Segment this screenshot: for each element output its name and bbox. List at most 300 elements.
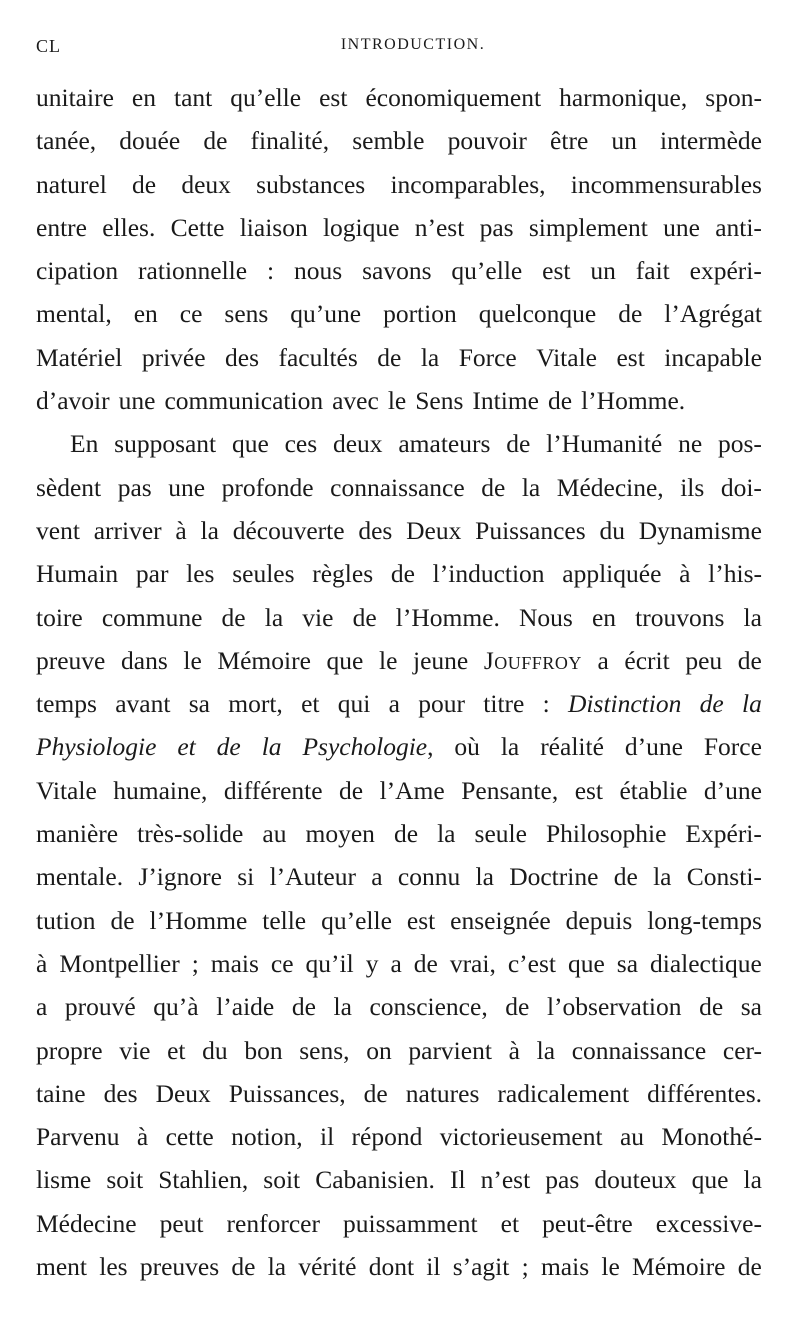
- word: nous: [294, 256, 343, 286]
- word: l’observation: [546, 992, 682, 1022]
- text-line: [36, 163, 762, 206]
- word: la: [653, 862, 672, 892]
- word: de: [132, 169, 157, 199]
- text-line: [36, 1029, 762, 1072]
- word: cipation: [36, 256, 119, 286]
- word: qu’à: [153, 992, 199, 1022]
- word: mort,: [228, 689, 283, 719]
- word: et: [167, 1035, 186, 1065]
- word: peut-être: [542, 1208, 633, 1238]
- word: Pensante,: [461, 775, 559, 805]
- word: arriver: [93, 515, 162, 545]
- word: la: [200, 515, 219, 545]
- word: au: [619, 1122, 645, 1152]
- word: savons: [362, 256, 432, 286]
- word: Cette: [170, 212, 225, 242]
- word: mental,: [36, 299, 112, 329]
- word: au: [262, 819, 287, 849]
- word: le: [387, 386, 407, 416]
- word: peut: [159, 1208, 204, 1238]
- word: en: [131, 83, 156, 112]
- word: rationnelle: [138, 256, 248, 286]
- word: un: [590, 256, 616, 286]
- word: sèdent: [36, 472, 102, 502]
- text-line: [36, 1202, 762, 1245]
- word: seules: [232, 559, 295, 589]
- word: logique: [322, 212, 400, 242]
- word: et: [301, 689, 320, 719]
- word: Parvenu: [36, 1122, 120, 1152]
- word: substances: [256, 169, 366, 199]
- word: amateurs: [398, 429, 491, 459]
- word: Stahlien,: [158, 1165, 249, 1195]
- word: et: [500, 1208, 520, 1238]
- word: harmonique,: [559, 83, 688, 112]
- word: de: [618, 299, 643, 329]
- word: :: [542, 689, 550, 719]
- word: de: [377, 342, 402, 372]
- word: que: [326, 645, 364, 675]
- word: la: [420, 342, 440, 372]
- text-line: [36, 942, 762, 985]
- word: ;: [191, 948, 199, 978]
- text-line: [36, 725, 762, 768]
- word: à: [679, 559, 691, 589]
- word: dans: [121, 645, 168, 675]
- word: du: [202, 1035, 228, 1065]
- word: deux: [181, 169, 231, 199]
- page-header: [36, 28, 760, 58]
- word: vrai,: [449, 948, 496, 978]
- word: très-solide: [137, 819, 244, 849]
- word: si: [237, 862, 255, 892]
- word: Physiologie: [36, 732, 157, 762]
- word: temps: [36, 689, 97, 719]
- text-line: [36, 76, 762, 119]
- word: taine: [36, 1078, 86, 1108]
- word: notion,: [231, 1122, 303, 1152]
- word: la: [333, 992, 352, 1022]
- word: n’est: [414, 212, 465, 242]
- word: de: [506, 429, 531, 459]
- word: :: [267, 256, 275, 286]
- word: liaison: [239, 212, 308, 242]
- word: est: [542, 256, 571, 286]
- word: est: [574, 775, 604, 805]
- word: réalité: [540, 732, 604, 762]
- word: Sens: [415, 386, 464, 416]
- word: trouvons: [635, 602, 725, 632]
- word: facultés: [278, 342, 358, 372]
- text-line: [36, 682, 762, 725]
- word: répond: [351, 1122, 423, 1152]
- word: l’Homme.: [395, 602, 500, 632]
- word: Humain: [36, 559, 119, 589]
- word: le: [183, 645, 202, 675]
- word: parvient: [408, 1035, 492, 1065]
- word: vent: [36, 515, 80, 545]
- word: y: [365, 948, 379, 978]
- word: incommensurables: [570, 169, 762, 199]
- word: douteux: [594, 1165, 677, 1195]
- text-line: [36, 812, 762, 855]
- word: à: [175, 515, 187, 545]
- word: économiquement: [365, 83, 542, 112]
- text-line: [36, 1158, 762, 1201]
- word: de: [548, 386, 573, 416]
- word: des: [358, 515, 393, 545]
- word: cer-: [722, 1035, 762, 1065]
- word: règles: [312, 559, 374, 589]
- word: différente: [223, 775, 323, 805]
- word: une: [118, 386, 156, 416]
- word: à: [136, 1122, 149, 1152]
- word: d’une: [703, 775, 762, 805]
- word: la: [521, 472, 541, 502]
- word: privée: [141, 342, 206, 372]
- text-line: [36, 985, 762, 1028]
- word: d’une: [624, 732, 683, 762]
- word: incapable: [664, 342, 762, 372]
- text-line: [36, 206, 762, 249]
- text-line: [36, 769, 762, 812]
- word: Jouffroy: [483, 645, 582, 675]
- word: l’induction: [432, 559, 545, 589]
- word: Médecine: [36, 1208, 137, 1238]
- word: est: [319, 83, 348, 112]
- word: profonde: [221, 472, 314, 502]
- word: Cabanisien.: [315, 1165, 435, 1195]
- word: à: [36, 948, 48, 978]
- word: de: [216, 732, 241, 762]
- word: de: [699, 992, 724, 1022]
- word: et: [177, 732, 196, 762]
- text-line: [36, 509, 762, 552]
- word: de: [291, 992, 316, 1022]
- word: n’est: [480, 1165, 531, 1195]
- word: tanée,: [36, 126, 97, 156]
- word: supposant: [114, 429, 217, 459]
- word: de: [110, 905, 135, 935]
- word: elles.: [102, 212, 156, 242]
- word: lisme: [36, 1165, 92, 1195]
- word: de: [413, 948, 438, 978]
- word: vie: [119, 1035, 151, 1065]
- word: l’Homme: [149, 905, 248, 935]
- word: par: [135, 559, 169, 589]
- word: appliquée: [562, 559, 662, 589]
- word: de: [393, 819, 419, 849]
- word: Doctrine: [509, 862, 599, 892]
- word: Monothé-: [661, 1122, 762, 1152]
- word: simplement: [528, 212, 648, 242]
- word: la: [500, 732, 520, 762]
- word: un: [611, 126, 637, 156]
- word: avant: [115, 689, 171, 719]
- word: s’agit: [452, 1252, 510, 1282]
- word: prouvé: [64, 992, 136, 1022]
- word: les: [99, 1252, 128, 1282]
- word: portion: [383, 299, 457, 329]
- word: preuve: [36, 645, 106, 675]
- word: le: [378, 645, 398, 675]
- word: sa: [740, 992, 762, 1022]
- word: victorieusement: [439, 1122, 603, 1152]
- text-line: [36, 249, 762, 292]
- word: l’his-: [708, 559, 762, 589]
- word: de: [737, 645, 762, 675]
- word: on: [366, 1035, 392, 1065]
- word: la: [261, 732, 282, 762]
- word: Puissances,: [228, 1078, 346, 1108]
- word: ne: [678, 429, 703, 459]
- word: une: [168, 472, 206, 502]
- word: l’aide: [216, 992, 275, 1022]
- text-line: [36, 1115, 762, 1158]
- word: l’Auteur: [269, 862, 356, 892]
- word: de: [737, 1252, 762, 1282]
- word: manière: [36, 819, 119, 849]
- word: à: [508, 1035, 520, 1065]
- word: Mémoire: [217, 645, 311, 675]
- word: Puissances: [475, 515, 586, 545]
- word: [302, 725, 433, 768]
- word: qu’il: [305, 948, 354, 978]
- word: qu’elle: [230, 83, 302, 112]
- word: Vitale: [536, 342, 597, 372]
- word: Vitale: [36, 775, 97, 805]
- word: expéri-: [689, 256, 762, 286]
- word: tant: [174, 83, 213, 112]
- word: écrit: [624, 645, 670, 675]
- word: moyen: [305, 819, 375, 849]
- word: Force: [703, 732, 762, 762]
- word: connu: [397, 862, 461, 892]
- word: propre: [36, 1035, 103, 1065]
- word: la: [264, 602, 284, 632]
- word: la: [536, 1035, 556, 1065]
- word: de: [203, 126, 228, 156]
- word: douée: [119, 126, 181, 156]
- word: radicalement: [497, 1078, 630, 1108]
- word: l’Homme.: [581, 386, 686, 416]
- word: de: [481, 472, 506, 502]
- word: mais: [210, 948, 259, 978]
- word: différentes.: [647, 1078, 762, 1108]
- word: Mémoire: [632, 1252, 726, 1282]
- word: spon-: [705, 83, 762, 112]
- word: connaissance: [330, 472, 465, 502]
- word: anti-: [715, 212, 762, 242]
- word: a: [390, 948, 402, 978]
- word: connaissance: [571, 1035, 707, 1065]
- word: Dynamisme: [638, 515, 762, 545]
- text-line: [36, 466, 762, 509]
- word: de: [505, 992, 530, 1022]
- word: cette: [165, 1122, 214, 1152]
- word: sa: [188, 689, 210, 719]
- text-line: [36, 1072, 762, 1115]
- word: entre: [36, 212, 87, 242]
- word: de: [363, 1078, 388, 1108]
- word: de: [221, 602, 246, 632]
- word: quelconque: [478, 299, 597, 329]
- word: a: [597, 645, 609, 675]
- word: c’est: [507, 948, 556, 978]
- word: de: [390, 559, 415, 589]
- word: natures: [405, 1078, 480, 1108]
- word: sens: [224, 299, 269, 329]
- word-fragment: ,: [427, 732, 434, 762]
- word: tution: [36, 905, 96, 935]
- word: découverte: [232, 515, 345, 545]
- word: que: [231, 429, 269, 459]
- word: ce: [179, 299, 203, 329]
- word: que: [691, 1165, 729, 1195]
- word: excessive-: [655, 1208, 762, 1238]
- word: soit: [106, 1165, 144, 1195]
- word: commune: [101, 602, 203, 632]
- word: dialectique: [650, 948, 762, 978]
- word: vérité: [298, 1252, 357, 1282]
- word: Distinction: [568, 689, 682, 719]
- word: l’Agrégat: [664, 299, 762, 329]
- word: seule: [474, 819, 527, 849]
- word: qu’elle: [451, 256, 523, 286]
- word: a: [388, 689, 400, 719]
- text-line: [36, 1245, 762, 1288]
- word: finalité,: [250, 126, 330, 156]
- page-number: CL: [36, 36, 62, 56]
- word: la: [742, 689, 762, 719]
- word: Deux: [155, 1078, 211, 1108]
- word: de: [699, 689, 724, 719]
- word: doi-: [720, 472, 762, 502]
- word: deux: [332, 429, 383, 459]
- word: être: [550, 126, 589, 156]
- word: avec: [332, 386, 379, 416]
- word: Il: [449, 1165, 466, 1195]
- word: qu’une: [290, 299, 362, 329]
- word: les: [186, 559, 215, 589]
- word: de: [613, 862, 638, 892]
- word: Matériel: [36, 342, 123, 372]
- word: la: [267, 1252, 287, 1282]
- text-line: [36, 899, 762, 942]
- word: d’avoir: [36, 386, 110, 416]
- word: enseignée: [450, 905, 551, 935]
- word: ces: [284, 429, 318, 459]
- word: le: [601, 1252, 620, 1282]
- word: conscience,: [369, 992, 488, 1022]
- word: ils: [680, 472, 705, 502]
- word: la: [743, 602, 762, 632]
- text-line: [36, 422, 762, 465]
- text-line: [36, 552, 762, 595]
- text-line: [36, 596, 762, 639]
- word: dont: [368, 1252, 415, 1282]
- word: naturel: [36, 169, 107, 199]
- word: de: [339, 775, 364, 805]
- word: intermède: [660, 126, 762, 156]
- word: la: [437, 819, 456, 849]
- word: ce: [270, 948, 294, 978]
- word: Montpellier: [59, 948, 180, 978]
- text-line: [36, 292, 762, 335]
- word: est: [406, 905, 436, 935]
- word: humaine,: [113, 775, 208, 805]
- word: qui: [337, 689, 371, 719]
- word: où: [454, 732, 480, 762]
- word: des: [225, 342, 260, 372]
- word: il: [426, 1252, 441, 1282]
- word: bon: [244, 1035, 283, 1065]
- word: qu’elle: [321, 905, 392, 935]
- word: pas: [479, 212, 514, 242]
- word: de: [231, 1252, 256, 1282]
- word: titre: [483, 689, 525, 719]
- word: Force: [458, 342, 517, 372]
- word: en: [133, 299, 158, 329]
- word: Consti-: [686, 862, 762, 892]
- word: sens,: [299, 1035, 350, 1065]
- word: Nous: [519, 602, 573, 632]
- word: toire: [36, 602, 83, 632]
- body-text: [36, 76, 762, 1288]
- word: fait: [635, 256, 670, 286]
- word: depuis: [565, 905, 633, 935]
- word: Psychologie: [302, 732, 428, 762]
- word: preuves: [139, 1252, 220, 1282]
- word: en: [591, 602, 617, 632]
- word: incomparables,: [390, 169, 546, 199]
- text-line: [36, 119, 762, 162]
- word: mais: [540, 1252, 590, 1282]
- word: pour: [418, 689, 465, 719]
- word: mentale.: [36, 862, 124, 892]
- running-title: INTRODUCTION.: [340, 36, 486, 53]
- word: a: [371, 862, 383, 892]
- word: telle: [262, 905, 307, 935]
- word: de: [352, 602, 377, 632]
- text-line: [36, 855, 762, 898]
- word: semble: [352, 126, 425, 156]
- word: pas: [117, 472, 152, 502]
- text-line: [36, 379, 762, 422]
- word: la: [475, 862, 494, 892]
- word: Philosophie: [545, 819, 667, 849]
- word: Intime: [472, 386, 539, 416]
- word: sa: [616, 948, 639, 978]
- word: une: [663, 212, 700, 242]
- word: ment: [36, 1252, 87, 1282]
- word: vie: [302, 602, 334, 632]
- word: l’Ame: [379, 775, 445, 805]
- word: Deux: [406, 515, 462, 545]
- word: pas: [545, 1165, 580, 1195]
- word: du: [599, 515, 625, 545]
- word: Expéri-: [685, 819, 762, 849]
- text-line: [36, 639, 762, 682]
- word: renforcer: [226, 1208, 320, 1238]
- word: que: [567, 948, 605, 978]
- word: puissamment: [343, 1208, 478, 1238]
- word: long-temps: [647, 905, 762, 935]
- word: des: [103, 1078, 138, 1108]
- word: il: [320, 1122, 335, 1152]
- word: jeune: [413, 645, 469, 675]
- word: J’ignore: [138, 862, 222, 892]
